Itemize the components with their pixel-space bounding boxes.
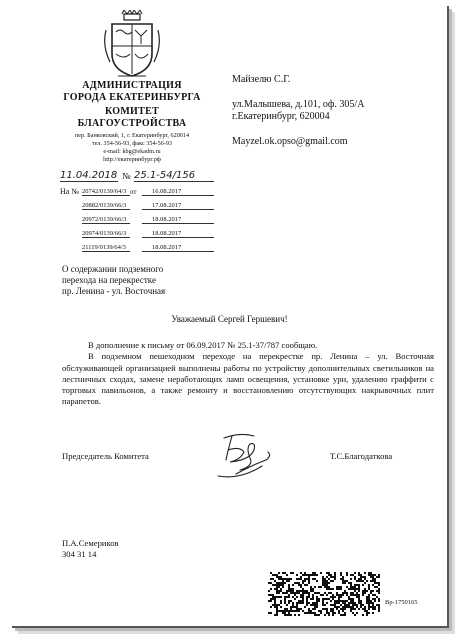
signatory-name: Т.С.Благодаткова [330, 451, 393, 461]
greeting: Уважаемый Сергей Гершевич! [171, 314, 288, 324]
outgoing-number-sign: № [122, 171, 131, 181]
handwritten-signature-icon [210, 430, 282, 486]
letter-body [62, 340, 434, 408]
org-name-line3: КОМИТЕТ [104, 106, 160, 117]
body-paragraph: В подземном пешеходном переходе на перекрестке пр. Ленина – ул. Восточная обслуживающей организацией выполнены работы по устройству дополнительных светильников на лестничных сходах, замене неработающих ламп освещения, установке урн, удалению граффити с торговых павильонов, а также ремонту и восстановлению отсутствующих накрывочных плит парапетов. [62, 351, 434, 407]
signatory-position: Председатель Комитета [62, 451, 149, 461]
org-email: e-mail: kbg@ekadm.ru [103, 148, 161, 155]
subject-line: перехода на перекрестке [62, 275, 156, 285]
document-barcode-icon [268, 572, 380, 616]
subject-line: пр. Ленина - ул. Восточная [62, 286, 166, 296]
city-coat-of-arms-icon [102, 10, 162, 80]
org-website: http://екатеринбург.рф [103, 156, 161, 163]
executor-name: П.А.Семериков [62, 538, 119, 548]
document-code: Вр-1750165 [385, 599, 418, 606]
org-name-line2: ГОРОДА ЕКАТЕРИНБУРГА [63, 92, 201, 103]
addressee-street: ул.Малышева, д.101, оф. 305/А [232, 99, 365, 110]
org-address: пер. Банковский, 1, г. Екатеринбург, 620014 [74, 132, 190, 139]
ref-number: 20974/0139/66/3 [82, 230, 130, 238]
ref-date: 18.08.2017 [142, 216, 214, 224]
ref-number: 20882/0139/66/3 [82, 202, 130, 210]
executor-phone: 304 31 14 [62, 549, 97, 559]
addressee-block [232, 74, 364, 148]
ref-number: 20972/0139/66/3 [82, 216, 130, 224]
body-paragraph: В дополнение к письму от 06.09.2017 № 25.1-37/787 сообщаю. [88, 340, 318, 350]
subject-line: О содержании подземного [62, 264, 164, 274]
addressee-city: г.Екатеринбург, 620004 [232, 111, 330, 122]
addressee-email: Mayzel.ok.opso@gmail.com [232, 136, 348, 147]
ref-label-number: На № [60, 187, 79, 196]
ref-label-from: от [130, 188, 137, 196]
ref-date: 16.08.2017 [142, 188, 214, 196]
org-name-line1: АДМИНИСТРАЦИЯ [82, 80, 182, 91]
ref-date: 18.08.2017 [142, 244, 214, 252]
letter-sheet [12, 6, 449, 628]
letter-subject [62, 264, 165, 297]
org-phone: тел. 354-56-93, факс 354-56-93 [91, 140, 173, 147]
ref-number: 20742/0139/64/3 [82, 188, 130, 196]
executor-block [62, 538, 119, 560]
ref-date: 17.08.2017 [142, 202, 214, 210]
org-name-line4: БЛАГОУСТРОЙСТВА [77, 118, 187, 129]
outgoing-number: 25.1-54/156 [134, 170, 214, 182]
ref-number: 21119/0139/64/3 [82, 244, 130, 252]
ref-date: 18.08.2017 [142, 230, 214, 238]
outgoing-date: 11.04.2018 [60, 170, 118, 181]
addressee-name: Майзелю С.Г. [232, 74, 291, 85]
